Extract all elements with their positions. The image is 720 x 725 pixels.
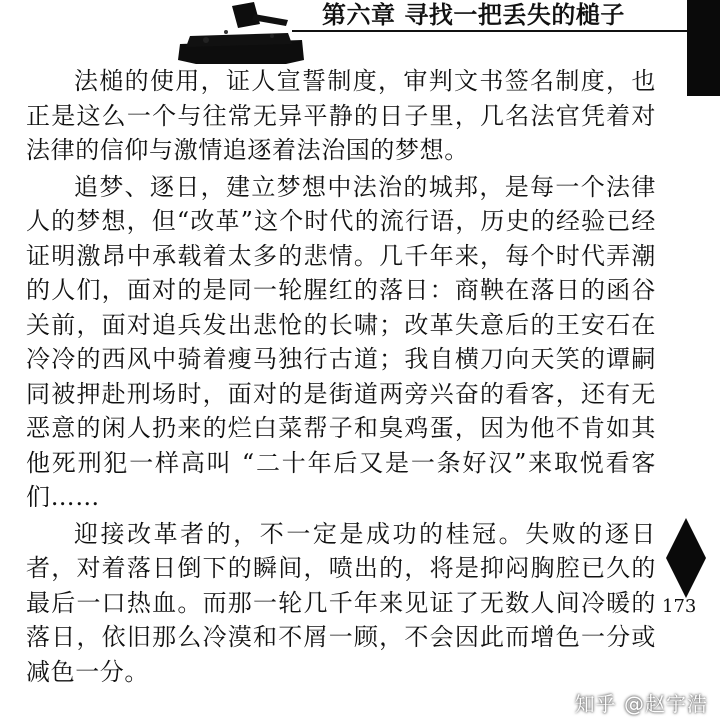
paragraph-1: 法槌的使用，证人宣誓制度，审判文书签名制度，也正是这么一个与往常无异平静的日子里，几名法官凭着对法律的信仰与激情追逐着法治国的梦想。 — [26, 67, 656, 164]
body-text — [26, 64, 656, 689]
header-rule — [292, 30, 687, 32]
gavel-icon — [176, 0, 306, 66]
chapter-side-tab — [687, 0, 720, 96]
watermark: 知乎 @赵宇浩 — [574, 692, 708, 716]
chapter-title: 第六章 寻找一把丢失的槌子 — [322, 1, 625, 29]
paragraph-3: 迎接改革者的，不一定是成功的桂冠。失败的逐日者，对着落日倒下的瞬间，喷出的，将是抑闷胸腔已久的最后一口热血。而那一轮几千年来见证了无数人间冷暖的落日，依旧那么冷漠和不屑一顾，不会因此而增色一分或减色一分。 — [26, 519, 656, 686]
page-number: 173 — [662, 596, 697, 617]
paragraph-2: 追梦、逐日，建立梦想中法治的城邦，是每一个法律人的梦想，但“改革”这个时代的流行语，历史的经验已经证明激昂中承载着太多的悲情。几千年来，每个时代弄潮的人们，面对的是同一轮腥红的落日：商鞅在落日的函谷关前，面对追兵发出悲怆的长啸；改革失意后的王安石在冷冷的西风中骑着瘦马独行古道；我自横刀向天笑的谭嗣同被押赴刑场时，面对的是街道两旁兴奋的看客，还有无恶意的闲人扔来的烂白菜帮子和臭鸡蛋，因为他不肯如其他死刑犯一样高叫 “二十年后又是一条好汉”来取悦看客们…… — [26, 172, 656, 511]
diamond-icon — [666, 518, 706, 598]
